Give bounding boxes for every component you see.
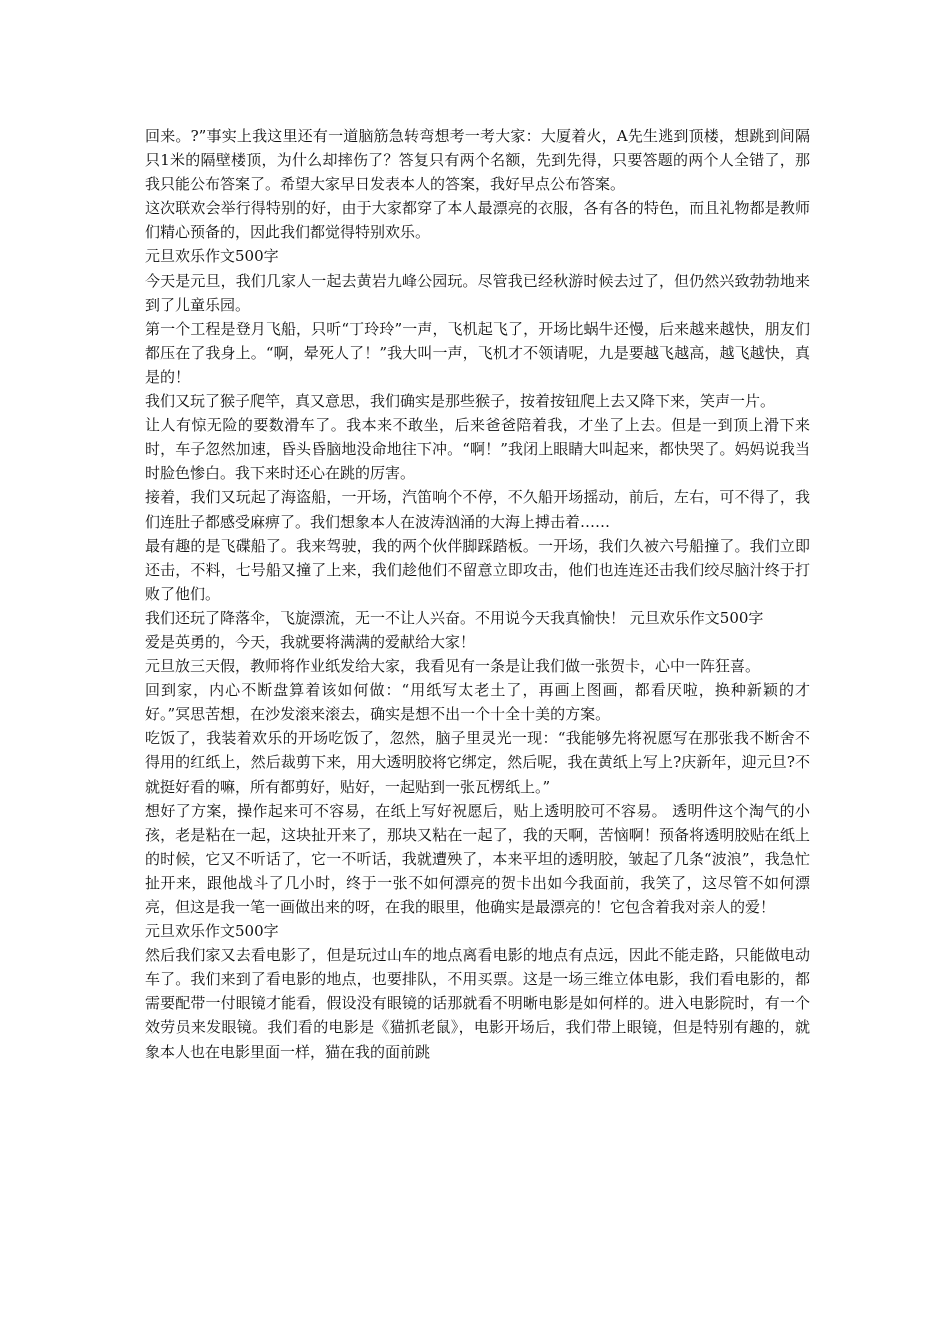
paragraph: 回到家，内心不断盘算着该如何做：“用纸写太老土了，再画上图画，都看厌啦，换种新颖的才好。”冥思苦想，在沙发滚来滚去，确实是想不出一个十全十美的方案。 — [145, 681, 810, 724]
paragraph: 我们还玩了降落伞，飞旋漂流，无一不让人兴奋。不用说今天我真愉快！ 元旦欢乐作文500字 — [145, 608, 764, 627]
paragraph: 元旦放三天假，教师将作业纸发给大家，我看见有一条是让我们做一张贺卡，心中一阵狂喜。 — [145, 657, 761, 676]
section-heading: 元旦欢乐作文500字 — [145, 922, 279, 941]
paragraph: 我们又玩了猴子爬竿，真又意思，我们确实是那些猴子，按着按钮爬上去又降下来，笑声一片。 — [145, 392, 776, 411]
paragraph: 爱是英勇的，今天，我就要将满满的爱献给大家！ — [145, 632, 476, 651]
paragraph: 回来。?”事实上我这里还有一道脑筋急转弯想考一考大家：大厦着火，A先生逃到顶楼，想跳到间隔只1米的隔壁楼顶，为什么却摔伤了？答复只有两个名额，先到先得，只要答题的两个人全错了，那我只能公布答案了。希望大家早日发表本人的答案，我好早点公布答案。 — [145, 127, 810, 194]
paragraph: 这次联欢会举行得特别的好，由于大家都穿了本人最漂亮的衣服，各有各的特色，而且礼物都是教师们精心预备的，因此我们都觉得特别欢乐。 — [145, 199, 810, 242]
section-heading: 元旦欢乐作文500字 — [145, 247, 279, 266]
paragraph: 然后我们家又去看电影了，但是玩过山车的地点离看电影的地点有点远，因此不能走路，只能做电动车了。我们来到了看电影的地点，也要排队，不用买票。这是一场三维立体电影，我们看电影的，都需要配带一付眼镜才能看，假设没有眼镜的话那就看不明晰电影是如何样的。进入电影院时，有一个效劳员来发眼镜。我们看的电影是《猫抓老鼠》，电影开场后，我们带上眼镜，但是特别有趣的，就象本人也在电影里面一样，猫在我的面前跳 — [145, 946, 810, 1061]
paragraph: 第一个工程是登月飞船，只听“丁玲玲”一声，飞机起飞了，开场比蜗牛还慢，后来越来越快，朋友们都压在了我身上。“啊，晕死人了！”我大叫一声，飞机才不领请呢，九是要越飞越高，越飞越快，真是的！ — [145, 319, 810, 386]
paragraph: 接着，我们又玩起了海盗船，一开场，汽笛响个不停，不久船开场摇动，前后，左右，可不得了，我们连肚子都感受麻痹了。我们想象本人在波涛汹涌的大海上搏击着…… — [145, 488, 810, 531]
paragraph: 吃饭了，我装着欢乐的开场吃饭了，忽然，脑子里灵光一现：“我能够先将祝愿写在那张我不断舍不得用的红纸上，然后裁剪下来，用大透明胶将它绑定，然后呢，我在黄纸上写上?庆新年，迎元旦?不就挺好看的嘛，所有都剪好，贴好，一起贴到一张瓦楞纸上。” — [145, 729, 810, 796]
paragraph: 今天是元旦，我们几家人一起去黄岩九峰公园玩。尽管我已经秋游时候去过了，但仍然兴致勃勃地来到了儿童乐园。 — [145, 271, 810, 314]
paragraph: 让人有惊无险的要数滑车了。我本来不敢坐，后来爸爸陪着我，才坐了上去。但是一到顶上滑下来时，车子忽然加速，昏头昏脑地没命地往下冲。“啊！”我闭上眼睛大叫起来，都快哭了。妈妈说我当时脸色惨白。我下来时还心在跳的厉害。 — [145, 416, 810, 483]
paragraph: 最有趣的是飞碟船了。我来驾驶，我的两个伙伴脚踩踏板。一开场，我们久被六号船撞了。我们立即还击，不料，七号船又撞了上来，我们趁他们不留意立即攻击，他们也连连还击我们绞尽脑汁终于打败了他们。 — [145, 536, 810, 603]
paragraph: 想好了方案，操作起来可不容易，在纸上写好祝愿后，贴上透明胶可不容易。 透明件这个淘气的小孩，老是粘在一起，这块扯开来了，那块又粘在一起了，我的天啊，苦恼啊！预备将透明胶贴在纸上的时候，它又不听话了，它一不听话，我就遭殃了，本来平坦的透明胶，皱起了几条“波浪”，我急忙扯开来，跟他战斗了几小时，终于一张不如何漂亮的贺卡出如今我面前，我笑了，这尽管不如何漂亮，但这是我一笔一画做出来的呀，在我的眼里，他确实是最漂亮的！它包含着我对亲人的爱！ — [145, 801, 810, 916]
document-body — [145, 124, 810, 1064]
